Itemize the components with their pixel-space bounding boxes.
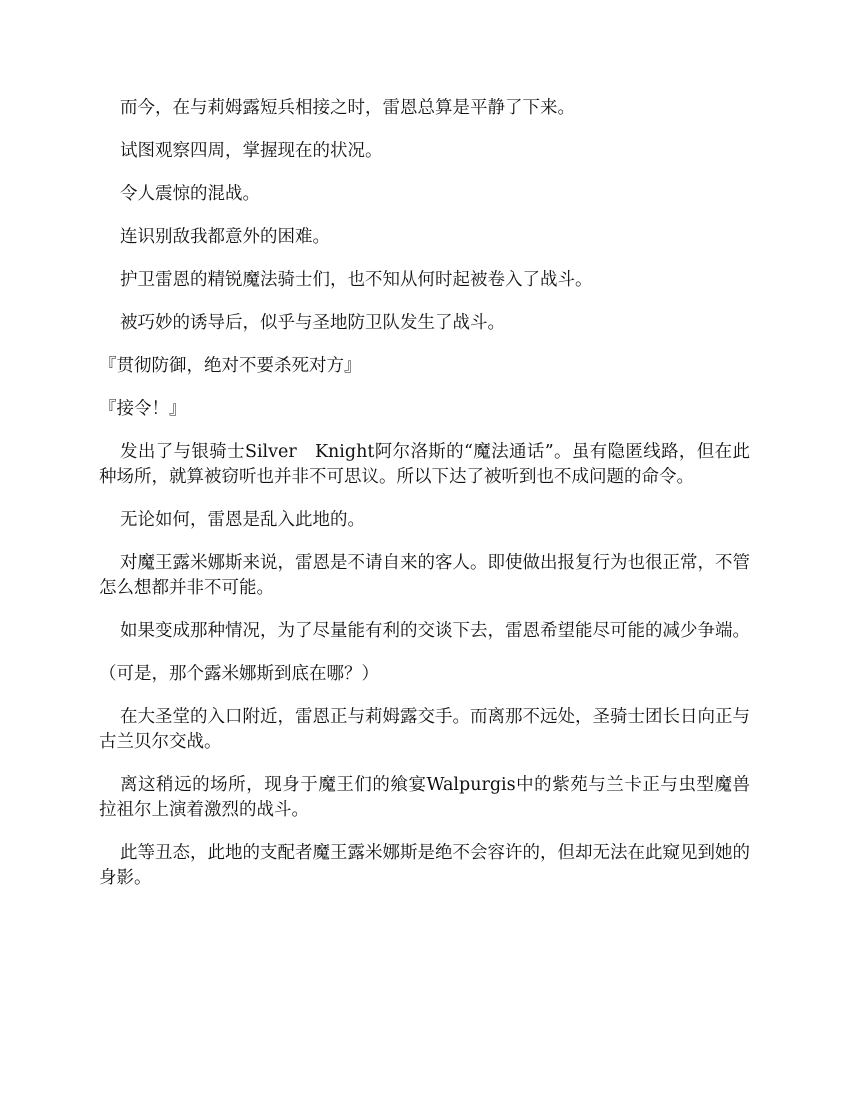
dialogue-line: 『接令！』 [99,399,187,419]
paragraph: 令人震惊的混战。 [120,184,260,204]
paragraph: 对魔王露米娜斯来说，雷恩是不请自来的客人。即使做出报复行为也很正常，不管怎么想都并非不可能。 [99,553,750,598]
inner-thought-line: （可是，那个露米娜斯到底在哪？） [99,664,379,684]
paragraph: 无论如何，雷恩是乱入此地的。 [120,510,365,530]
paragraph: 在大圣堂的入口附近，雷恩正与莉姆露交手。而离那不远处，圣骑士团长日向正与古兰贝尔交战。 [99,707,750,752]
dialogue-line: 『贯彻防御，绝对不要杀死对方』 [99,356,362,376]
paragraph: 试图观察四周，掌握现在的状况。 [120,141,383,161]
paragraph: 护卫雷恩的精锐魔法骑士们，也不知从何时起被卷入了战斗。 [120,270,593,290]
paragraph: 连识别敌我都意外的困难。 [120,227,330,247]
paragraph: 此等丑态，此地的支配者魔王露米娜斯是绝不会容许的，但却无法在此窥见到她的身影。 [99,843,750,888]
paragraph: 离这稍远的场所，现身于魔王们的飨宴Walpurgis中的紫苑与兰卡正与虫型魔兽拉祖尔上演着激烈的战斗。 [99,775,750,820]
paragraph: 而今，在与莉姆露短兵相接之时，雷恩总算是平静了下来。 [120,98,575,118]
paragraph: 发出了与银骑士Silver Knight阿尔洛斯的“魔法通话”。虽有隐匿线路，但在此种场所，就算被窃听也并非不可思议。所以下达了被听到也不成问题的命令。 [99,442,750,487]
paragraph: 被巧妙的诱导后，似乎与圣地防卫队发生了战斗。 [120,313,505,333]
paragraph: 如果变成那种情况，为了尽量能有利的交谈下去，雷恩希望能尽可能的减少争端。 [120,621,750,641]
